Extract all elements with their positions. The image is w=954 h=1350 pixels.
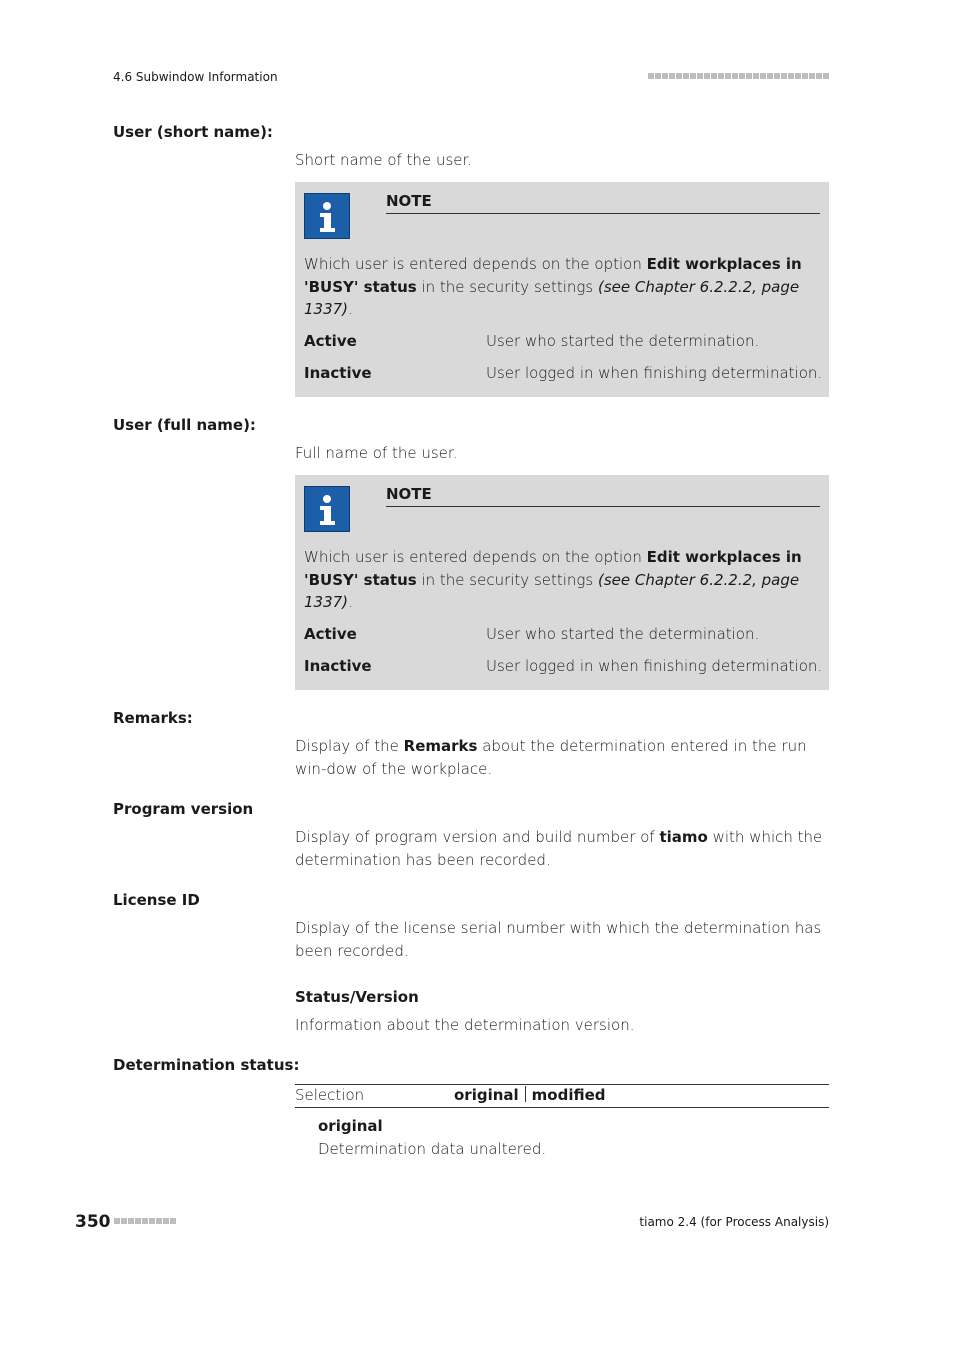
label-license-id: License ID: [113, 891, 200, 909]
label-remarks: Remarks:: [113, 709, 193, 727]
note-title: NOTE: [386, 485, 820, 507]
desc-user-full: Full name of the user.: [295, 444, 458, 462]
page-number: 350: [75, 1212, 111, 1232]
label-user-short: User (short name):: [113, 123, 273, 141]
item-desc-original: Determination data unaltered.: [318, 1140, 547, 1158]
note-box-user-full: NOTE Which user is entered depends on the option Edit workplaces in 'BUSY' status in the security settings (see Chapter 6.2.2.2, page 1337). Active User who started the determination. Inactive User logged in when finishing determination.: [295, 475, 829, 690]
label-determination-status: Determination status:: [113, 1056, 300, 1074]
desc-remarks: Display of the Remarks about the determination entered in the run win-dow of the workplace.: [295, 737, 807, 778]
note-box-user-short: NOTE Which user is entered depends on the option Edit workplaces in 'BUSY' status in the security settings (see Chapter 6.2.2.2, page 1337). Active User who started the determination. Inactive User logged in when finishing determination.: [295, 182, 829, 397]
desc-user-short: Short name of the user.: [295, 151, 473, 169]
running-header-section: 4.6 Subwindow Information: [113, 70, 278, 84]
note-title: NOTE: [386, 192, 820, 214]
heading-status-version: Status/Version: [295, 988, 419, 1006]
note-text: Which user is entered depends on the option Edit workplaces in 'BUSY' status in the security settings (see Chapter 6.2.2.2, page 1337).: [304, 255, 802, 318]
header-decoration: [648, 73, 830, 79]
selection-table: [295, 1084, 829, 1108]
selection-key: Selection: [295, 1086, 365, 1104]
item-title-original: original: [318, 1117, 383, 1135]
note-text: Which user is entered depends on the option Edit workplaces in 'BUSY' status in the security settings (see Chapter 6.2.2.2, page 1337).: [304, 548, 802, 611]
footer-decoration: [114, 1218, 177, 1224]
label-user-full: User (full name):: [113, 416, 256, 434]
info-icon: [304, 486, 350, 532]
desc-program-version: Display of program version and build number of tiamo with which the determination has been recorded.: [295, 828, 823, 869]
footer-product: tiamo 2.4 (for Process Analysis): [639, 1215, 829, 1229]
label-program-version: Program version: [113, 800, 254, 818]
info-icon: [304, 193, 350, 239]
selection-values: original modified: [454, 1086, 606, 1104]
desc-license-id: Display of the license serial number with which the determination has been recorded.: [295, 919, 822, 960]
desc-status-version: Information about the determination version.: [295, 1016, 635, 1034]
